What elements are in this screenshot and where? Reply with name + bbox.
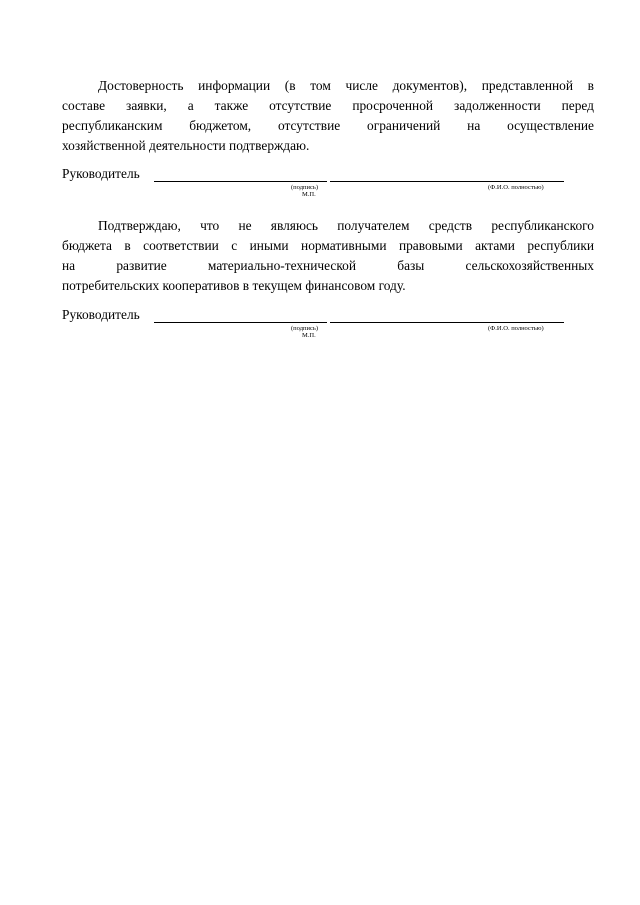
- full-name-caption: (Ф.И.О. полностью): [488, 184, 544, 191]
- stamp-caption: М.П.: [302, 332, 316, 339]
- signature-block-1: [62, 166, 602, 202]
- paragraph-line: составе заявки, а также отсутствие просроченной задолженности перед: [62, 98, 594, 113]
- paragraph-line: потребительских кооперативов в текущем финансовом году.: [62, 278, 406, 293]
- paragraph-line: республиканским бюджетом, отсутствие ограничений на осуществление: [62, 118, 594, 133]
- full-name-caption: (Ф.И.О. полностью): [488, 325, 544, 332]
- signature-label: Руководитель: [62, 307, 140, 322]
- stamp-caption: М.П.: [302, 191, 316, 198]
- signature-label: Руководитель: [62, 166, 140, 181]
- paragraph-line: Достоверность информации (в том числе документов), представленной в: [98, 78, 594, 93]
- confirmation-paragraph-info: [62, 76, 594, 156]
- signature-line: [154, 322, 327, 323]
- paragraph-line: на развитие материально-технической базы сельскохозяйственных: [62, 258, 594, 273]
- signature-line: [154, 181, 327, 182]
- signature-block-2: [62, 307, 602, 343]
- paragraph-line: бюджета в соответствии с иными нормативными правовыми актами республики: [62, 238, 594, 253]
- paragraph-line: Подтверждаю, что не являюсь получателем средств республиканского: [98, 218, 594, 233]
- full-name-line: [330, 181, 564, 182]
- full-name-line: [330, 322, 564, 323]
- signature-caption: (подпись): [291, 325, 318, 332]
- confirmation-paragraph-funding: [62, 216, 594, 296]
- signature-caption: (подпись): [291, 184, 318, 191]
- paragraph-line: хозяйственной деятельности подтверждаю.: [62, 138, 310, 153]
